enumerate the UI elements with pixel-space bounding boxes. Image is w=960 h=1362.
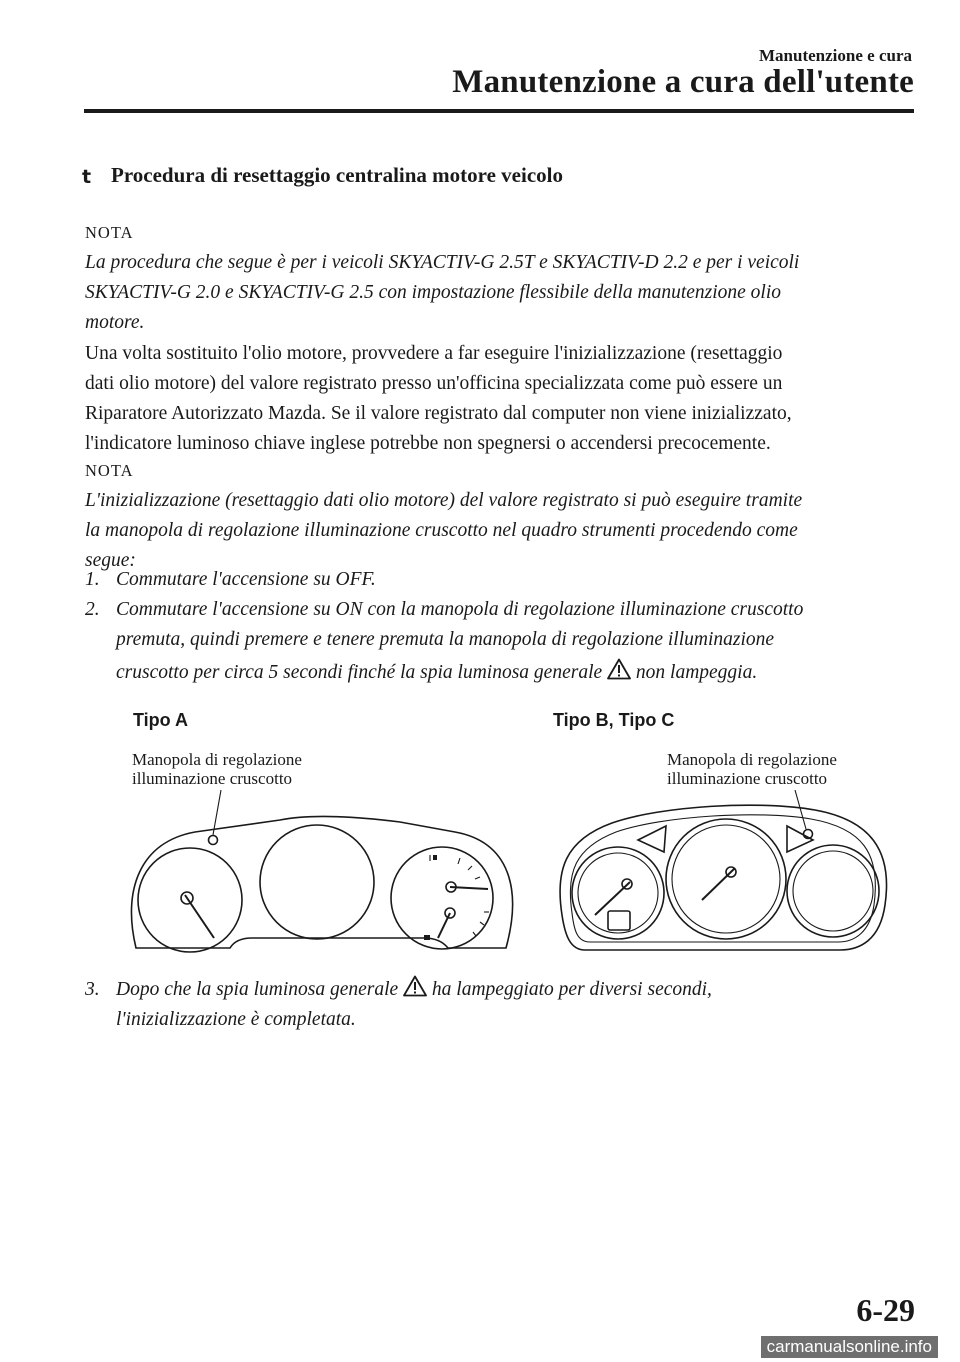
- type-bc-left-triangle: [638, 826, 666, 852]
- step-3: [85, 975, 925, 1037]
- callout-line: Manopola di regolazione: [132, 750, 302, 769]
- type-a-illumination-knob: [209, 836, 218, 845]
- body-line: Riparatore Autorizzato Mazda. Se il valore registrato dal computer non viene inizializzato,: [85, 403, 792, 424]
- type-a-cluster-outline: [131, 816, 512, 948]
- nota-label: NOTA: [85, 461, 134, 480]
- step-line-pre: cruscotto per circa 5 secondi finché la spia luminosa generale: [116, 662, 603, 683]
- step-line: l'inizializzazione è completata.: [116, 1009, 356, 1030]
- nota-line: SKYACTIV-G 2.0 e SKYACTIV-G 2.5 con impostazione flessibile della manutenzione olio: [85, 282, 782, 303]
- step-text: [116, 975, 925, 1035]
- type-a-right-needle-2: [438, 913, 450, 938]
- step-line-post: non lampeggia.: [635, 662, 758, 683]
- body-line: Una volta sostituito l'olio motore, provvedere a far eseguire l'inizializzazione (resettaggio: [85, 343, 783, 364]
- type-a-left-gauge: [138, 848, 242, 952]
- nota-label: NOTA: [85, 223, 134, 242]
- section-marker: t: [82, 166, 92, 188]
- callout-line: Manopola di regolazione: [667, 750, 837, 769]
- type-bc-label: Tipo B, Tipo C: [553, 710, 675, 730]
- page-number: 6-29: [856, 1292, 915, 1328]
- type-bc-leader-line: [795, 790, 806, 829]
- step-number: 1.: [85, 569, 100, 590]
- step-number: 2.: [85, 599, 100, 620]
- watermark: carmanualsonline.info: [761, 1336, 938, 1358]
- type-bc-left-display: [608, 911, 630, 930]
- step-number: 3.: [85, 979, 100, 1000]
- callout-line: illuminazione cruscotto: [667, 769, 828, 788]
- warning-triangle-icon: [403, 975, 427, 997]
- type-bc-center-gauge: [666, 819, 786, 939]
- type-a-right-gauge: [391, 847, 493, 949]
- type-bc-right-gauge: [787, 845, 879, 937]
- type-a-left-needle: [185, 895, 214, 938]
- callout-line: illuminazione cruscotto: [132, 769, 293, 788]
- nota-line: motore.: [85, 312, 145, 333]
- step-text: Commutare l'accensione su OFF.: [116, 569, 376, 590]
- page-title: Manutenzione a cura dell'utente: [452, 64, 914, 100]
- step-line-pre: Dopo che la spia luminosa generale: [116, 979, 399, 1000]
- nota-line: la manopola di regolazione illuminazione cruscotto nel quadro strumenti procedendo come: [85, 520, 798, 541]
- type-bc-left-needle: [595, 882, 630, 915]
- nota-line: segue:: [85, 550, 136, 571]
- header-section-label: Manutenzione e cura: [759, 46, 912, 65]
- step-line: Commutare l'accensione su ON con la manopola di regolazione illuminazione cruscotto: [116, 599, 804, 620]
- body-line: l'indicatore luminoso chiave inglese potrebbe non spegnersi o accendersi precocemente.: [85, 433, 771, 454]
- step-line: premuta, quindi premere e tenere premuta la manopola di regolazione illuminazione: [116, 629, 775, 650]
- step-line: [116, 975, 925, 1005]
- section-heading: Procedura di resettaggio centralina motore veicolo: [111, 163, 563, 187]
- step-line-post: ha lampeggiato per diversi secondi,: [431, 979, 712, 1000]
- nota-line: La procedura che segue è per i veicoli SKYACTIV-G 2.5T e SKYACTIV-D 2.2 e per i veicoli: [85, 252, 800, 273]
- body-line: dati olio motore) del valore registrato presso un'officina specializzata come può essere un: [85, 373, 783, 394]
- type-a-label: Tipo A: [133, 710, 188, 730]
- type-bc-center-needle: [702, 868, 735, 900]
- nota-line: L'inizializzazione (resettaggio dati olio motore) del valore registrato si può eseguire tramite: [85, 490, 803, 511]
- type-a-center-gauge: [260, 825, 374, 939]
